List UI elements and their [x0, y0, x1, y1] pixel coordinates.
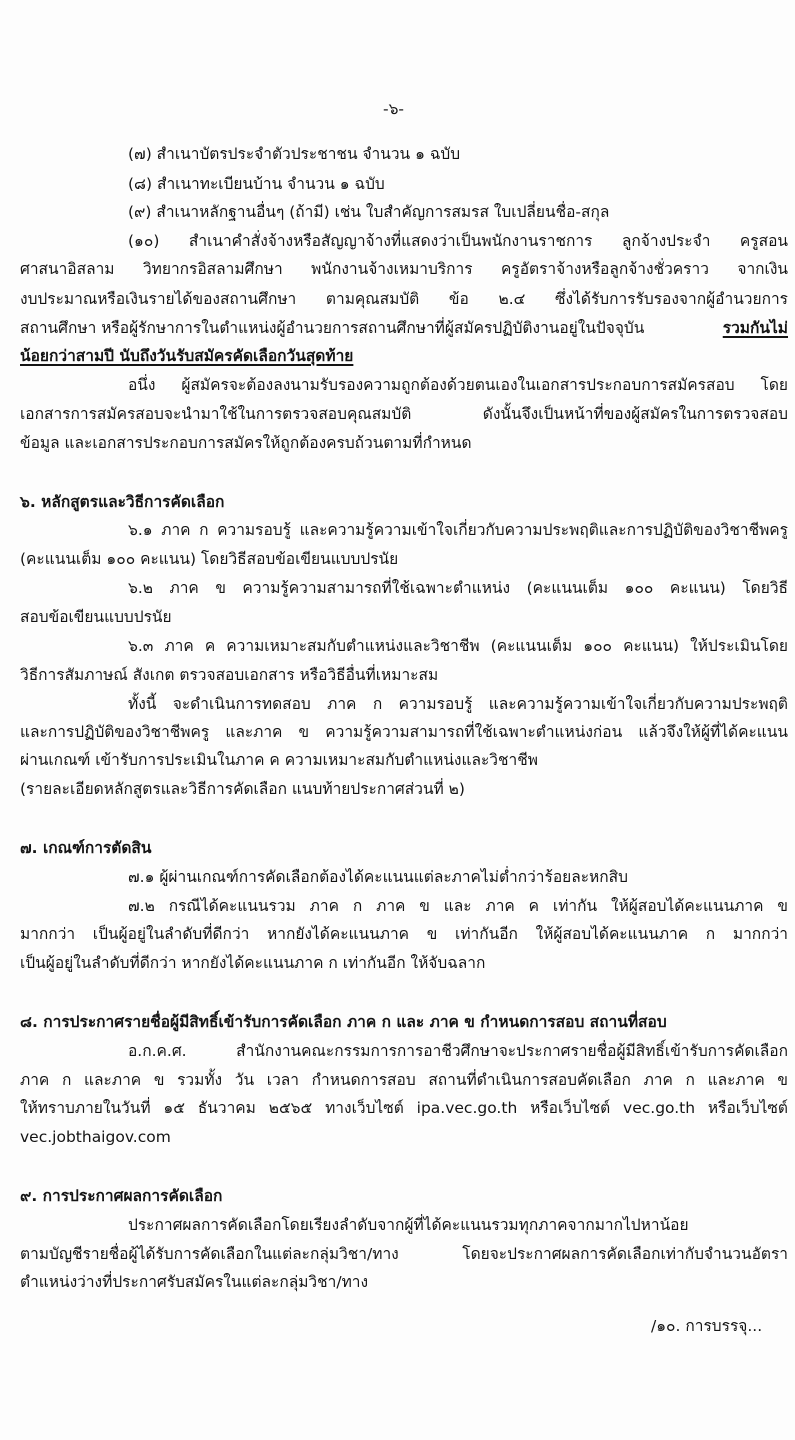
section-9-line: ตามบัญชีรายชื่อผู้ได้รับการคัดเลือกในแต่ละกลุ่มวิชา/ทาง โดยจะประกาศผลการคัดเลือกเท่ากับจำนวนอัตรา: [20, 1245, 788, 1263]
section-6-line: (รายละเอียดหลักสูตรและวิธีการคัดเลือก แนบท้ายประกาศส่วนที่ ๒): [20, 780, 465, 798]
document-item-10-line: (๑๐) สำเนาคำสั่งจ้างหรือสัญญาจ้างที่แสดงว่าเป็นพนักงานราชการ ลูกจ้างประจำ ครูสอน: [128, 232, 788, 250]
section-7-line: เป็นผู้อยู่ในลำดับที่ดีกว่า หากยังได้คะแนนภาค ก เท่ากันอีก ให้จับฉลาก: [20, 954, 486, 972]
section-8-line: ให้ทราบภายในวันที่ ๑๕ ธันวาคม ๒๕๖๕ ทางเว็บไซต์ ipa.vec.go.th หรือเว็บไซต์ vec.go.th หรือเว็บไซต์: [20, 1099, 788, 1117]
document-item-7: (๗) สำเนาบัตรประจำตัวประชาชน จำนวน ๑ ฉบับ: [128, 145, 461, 163]
section-9-line: ตำแหน่งว่างที่ประกาศรับสมัครในแต่ละกลุ่มวิชา/ทาง: [20, 1273, 369, 1291]
document-item-10-line: งบประมาณหรือเงินรายได้ของสถานศึกษา ตามคุณสมบัติ ข้อ ๒.๔ ซึ่งได้รับการรับรองจากผู้อำนวยการ: [20, 290, 788, 308]
section-6-line: วิธีการสัมภาษณ์ สังเกต ตรวจสอบเอกสาร หรือวิธีอื่นที่เหมาะสม: [20, 666, 439, 684]
section-9-line: ประกาศผลการคัดเลือกโดยเรียงลำดับจากผู้ที่ได้คะแนนรวมทุกภาคจากมากไปหาน้อย: [128, 1216, 689, 1234]
section-6-line: สอบข้อเขียนแบบปรนัย: [20, 608, 172, 626]
section-6-line: (คะแนนเต็ม ๑๐๐ คะแนน) โดยวิธีสอบข้อเขียนแบบปรนัย: [20, 550, 399, 568]
applicant-note-line: ข้อมูล และเอกสารประกอบการสมัครให้ถูกต้องครบถ้วนตามที่กำหนด: [20, 434, 472, 452]
document-item-8: (๘) สำเนาทะเบียนบ้าน จำนวน ๑ ฉบับ: [128, 175, 385, 193]
section-6-line: ๖.๒ ภาค ข ความรู้ความสามารถที่ใช้เฉพาะตำแหน่ง (คะแนนเต็ม ๑๐๐ คะแนน) โดยวิธี: [128, 579, 788, 597]
section-6-line: ผ่านเกณฑ์ เข้ารับการประเมินในภาค ค ความเหมาะสมกับตำแหน่งและวิชาชีพ: [20, 751, 538, 769]
section-7-line: มากกว่า เป็นผู้อยู่ในลำดับที่ดีกว่า หากยังได้คะแนนภาค ข เท่ากันอีก ให้ผู้สอบได้คะแนนภาค ก มากกว่า: [20, 925, 788, 943]
continuation-note: /๑๐. การบรรจุ...: [651, 1317, 763, 1335]
section-8-line: vec.jobthaigov.com: [20, 1128, 171, 1146]
section-6-line: และการปฏิบัติของวิชาชีพครู และภาค ข ความรู้ความสามารถที่ใช้เฉพาะตำแหน่งก่อน แล้วจึงให้ผู้ที่ได้คะแนน: [20, 723, 788, 741]
document-item-9: (๙) สำเนาหลักฐานอื่นๆ (ถ้ามี) เช่น ใบสำคัญการสมรส ใบเปลี่ยนชื่อ-สกุล: [128, 203, 610, 221]
section-7-heading: ๗. เกณฑ์การตัดสิน: [20, 839, 152, 857]
section-7-line: ๗.๒ กรณีได้คะแนนรวม ภาค ก ภาค ข และ ภาค ค เท่ากัน ให้ผู้สอบได้คะแนนภาค ข: [128, 897, 788, 915]
section-8-line: ภาค ก และภาค ข รวมทั้ง วัน เวลา กำหนดการสอบ สถานที่ดำเนินการสอบคัดเลือก ภาค ก และภาค ข: [20, 1071, 788, 1089]
section-6-line: ทั้งนี้ จะดำเนินการทดสอบ ภาค ก ความรอบรู้ และความรู้ความเข้าใจเกี่ยวกับความประพฤติ: [128, 695, 788, 713]
document-item-10-line: ศาสนาอิสลาม วิทยากรอิสลามศึกษา พนักงานจ้างเหมาบริการ ครูอัตราจ้างหรือลูกจ้างชั่วคราว จากเงิน: [20, 260, 788, 278]
section-8-line: อ.ก.ค.ศ. สำนักงานคณะกรรมการการอาชีวศึกษาจะประกาศรายชื่อผู้มีสิทธิ์เข้ารับการคัดเลือก: [128, 1042, 788, 1060]
section-7-line: ๗.๑ ผู้ผ่านเกณฑ์การคัดเลือกต้องได้คะแนนแต่ละภาคไม่ต่ำกว่าร้อยละหกสิบ: [128, 868, 628, 886]
applicant-note-line: อนึ่ง ผู้สมัครจะต้องลงนามรับรองความถูกต้องด้วยตนเองในเอกสารประกอบการสมัครสอบ โดย: [128, 376, 788, 394]
section-6-heading: ๖. หลักสูตรและวิธีการคัดเลือก: [20, 493, 225, 511]
document-item-10-text: สถานศึกษา หรือผู้รักษาการในตำแหน่งผู้อำนวยการสถานศึกษาที่ผู้สมัครปฏิบัติงานอยู่ในปัจจุบัน: [20, 319, 645, 337]
applicant-note-line: เอกสารการสมัครสอบจะนำมาใช้ในการตรวจสอบคุณสมบัติ ดังนั้นจึงเป็นหน้าที่ของผู้สมัครในการตรวจสอบ: [20, 405, 788, 423]
document-item-10-emphasis: รวมกันไม่: [722, 319, 788, 337]
section-9-heading: ๙. การประกาศผลการคัดเลือก: [20, 1187, 223, 1205]
section-6-line: ๖.๑ ภาค ก ความรอบรู้ และความรู้ความเข้าใจเกี่ยวกับความประพฤติและการปฏิบัติของวิชาชีพครู: [128, 521, 788, 539]
page-number: -๖-: [383, 100, 405, 118]
section-6-line: ๖.๓ ภาค ค ความเหมาะสมกับตำแหน่งและวิชาชีพ (คะแนนเต็ม ๑๐๐ คะแนน) ให้ประเมินโดย: [128, 637, 788, 655]
document-item-10-line: [20, 316, 788, 340]
section-8-heading: ๘. การประกาศรายชื่อผู้มีสิทธิ์เข้ารับการคัดเลือก ภาค ก และ ภาค ข กำหนดการสอบ สถานที่สอบ: [20, 1013, 667, 1031]
document-item-10-emphasis: น้อยกว่าสามปี นับถึงวันรับสมัครคัดเลือกวันสุดท้าย: [20, 347, 354, 365]
